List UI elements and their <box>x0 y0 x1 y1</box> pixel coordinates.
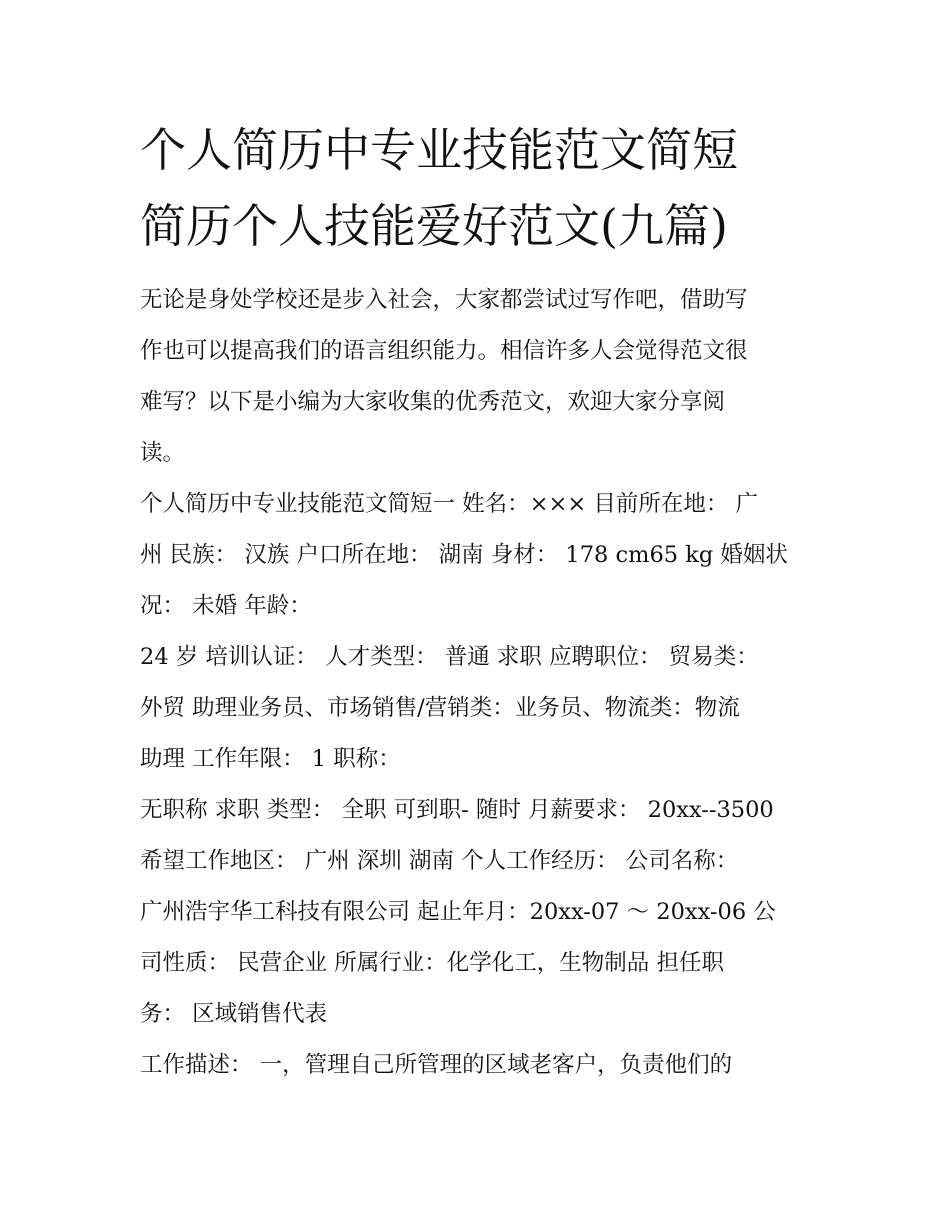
text-line: 助理 工作年限： 1 职称： <box>140 746 401 772</box>
text-line: 24 岁 培训认证： 人才类型： 普通 求职 应聘职位： 贸易类： <box>140 644 759 670</box>
document-body <box>140 275 830 1091</box>
text-line: 州 民族： 汉族 户口所在地： 湖南 身材： 178 cm65 kg 婚姻状 <box>140 542 788 568</box>
text-line: 工作描述： 一，管理自己所管理的区域老客户，负责他们的 <box>140 1052 733 1078</box>
text-line: 作也可以提高我们的语言组织能力。相信许多人会觉得范文很 <box>140 338 748 364</box>
text-line: 读。 <box>140 440 186 466</box>
text-line: 广州浩宇华工科技有限公司 起止年月：20xx-07 ～ 20xx-06 公 <box>140 899 776 925</box>
title-line-2: 简历个人技能爱好范文(九篇) <box>140 199 728 253</box>
title-line-1: 个人简历中专业技能范文简短 <box>140 123 738 177</box>
text-line: 无职称 求职 类型： 全职 可到职- 随时 月薪要求： 20xx--3500 <box>140 797 774 823</box>
paragraph-work-experience <box>140 785 830 1040</box>
text-line: 况： 未婚 年龄： <box>140 593 312 619</box>
text-line: 外贸 助理业务员、市场销售/营销类：业务员、物流类：物流 <box>140 695 740 721</box>
text-line: 无论是身处学校还是步入社会，大家都尝试过写作吧，借助写 <box>140 287 748 313</box>
text-line: 希望工作地区： 广州 深圳 湖南 个人工作经历： 公司名称： <box>140 848 739 874</box>
text-line: 务： 区域销售代表 <box>140 1001 328 1027</box>
paragraph-personal-info <box>140 479 830 632</box>
document-title <box>140 112 830 264</box>
text-line: 司性质： 民营企业 所属行业：化学化工，生物制品 担任职 <box>140 950 724 976</box>
paragraph-intro <box>140 275 830 479</box>
text-line: 难写？以下是小编为大家收集的优秀范文，欢迎大家分享阅 <box>140 389 726 415</box>
text-line: 个人简历中专业技能范文简短一 姓名：××× 目前所在地： 广 <box>140 491 759 517</box>
paragraph-job-target <box>140 632 830 785</box>
paragraph-job-description <box>140 1040 830 1091</box>
